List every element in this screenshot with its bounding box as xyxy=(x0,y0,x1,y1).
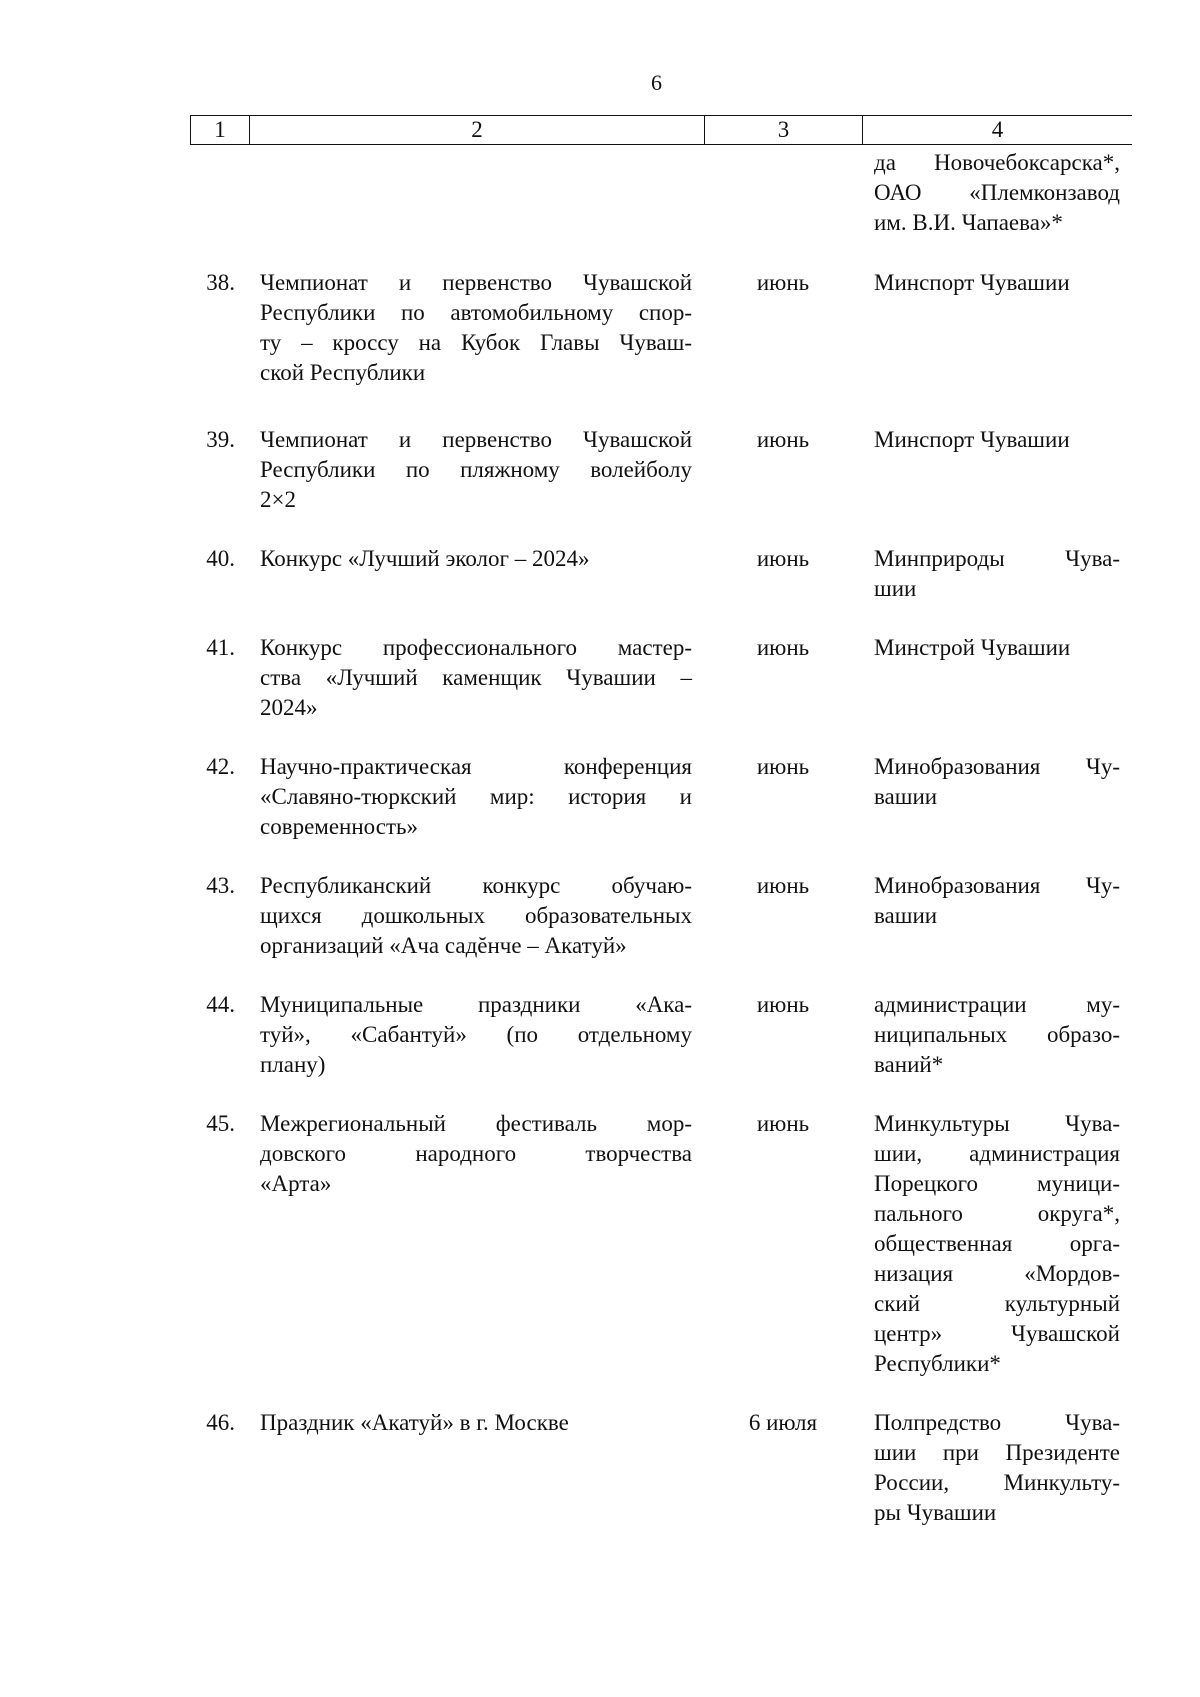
event-name-line: довского народного творчества xyxy=(260,1141,692,1166)
organizer-line: ниципальных образо- xyxy=(874,1022,1120,1047)
organizer-line: Порецкого муници- xyxy=(874,1171,1120,1196)
event-name-line: 2024» xyxy=(260,695,318,720)
organizer-line: низация «Мордов- xyxy=(874,1261,1120,1286)
event-name-cell xyxy=(260,425,692,515)
organizer-line: Минспорт Чувашии xyxy=(874,427,1070,452)
organizer-line: Минобразования Чу- xyxy=(874,873,1120,898)
date-cell: июнь xyxy=(756,754,810,779)
event-name-line: Межрегиональный фестиваль мор- xyxy=(260,1111,692,1136)
event-name-line: Научно-практическая конференция xyxy=(260,754,692,779)
organizer-line: центр» Чувашской xyxy=(874,1321,1120,1346)
organizer-line: шии при Президенте xyxy=(874,1440,1120,1465)
organizer-line: Республики* xyxy=(874,1351,1001,1376)
row-number: 45. xyxy=(206,1111,235,1136)
event-name-cell xyxy=(260,1408,692,1438)
event-name-line: Республики по пляжному волейболу xyxy=(260,457,692,482)
event-name-line: Муниципальные праздники «Ака- xyxy=(260,992,692,1017)
organizer-line: администрации му- xyxy=(874,992,1120,1017)
event-name-line: «Славяно-тюркский мир: история и xyxy=(260,784,692,809)
column-header-2: 2 xyxy=(249,116,704,144)
event-name-line: Чемпионат и первенство Чувашской xyxy=(260,427,692,452)
date-cell: июнь xyxy=(756,427,810,452)
organizer-line: Минобразования Чу- xyxy=(874,754,1120,779)
event-name-cell xyxy=(260,990,692,1080)
date-cell: июнь xyxy=(756,270,810,295)
organizer-line: вашии xyxy=(874,903,938,928)
event-name-cell xyxy=(260,871,692,961)
organizer-cell xyxy=(874,990,1120,1080)
organizer-line: ваний* xyxy=(874,1052,944,1077)
event-name-line: «Арта» xyxy=(260,1171,332,1196)
organizer-line: России, Минкульту- xyxy=(874,1470,1120,1495)
event-name-line: щихся дошкольных образовательных xyxy=(260,903,692,928)
date-cell: 6 июля xyxy=(748,1410,818,1435)
row-number: 46. xyxy=(206,1410,235,1435)
date-cell: июнь xyxy=(756,992,810,1017)
organizer-line: ский культурный xyxy=(874,1291,1120,1316)
event-name-cell xyxy=(260,752,692,842)
organizer-cell xyxy=(874,268,1120,298)
row-number: 42. xyxy=(206,754,235,779)
event-name-cell xyxy=(260,268,692,388)
event-name-line: Чемпионат и первенство Чувашской xyxy=(260,270,692,295)
organizer-cell xyxy=(874,871,1120,931)
organizer-line: да Новочебоксарска*, xyxy=(874,150,1120,175)
organizer-line: шии xyxy=(874,576,917,601)
organizer-line: Минприроды Чува- xyxy=(874,546,1120,571)
organizer-line: ры Чувашии xyxy=(874,1500,997,1525)
event-name-line: Конкурс профессионального мастер- xyxy=(260,635,692,660)
organizer-line: Полпредство Чува- xyxy=(874,1410,1120,1435)
event-name-line: 2×2 xyxy=(260,487,296,512)
organizer-cell xyxy=(874,148,1120,238)
row-number: 38. xyxy=(206,270,235,295)
organizer-line: ОАО «Племконзавод xyxy=(874,180,1120,205)
event-name-line: плану) xyxy=(260,1052,326,1077)
row-number: 43. xyxy=(206,873,235,898)
event-name-cell xyxy=(260,544,692,574)
event-name-line: Конкурс «Лучший эколог – 2024» xyxy=(260,546,590,571)
event-name-line: Республики по автомобильному спор- xyxy=(260,300,692,325)
event-name-line: организаций «Ача садĕнче – Акатуй» xyxy=(260,933,627,958)
date-cell: июнь xyxy=(756,635,810,660)
row-number: 40. xyxy=(206,546,235,571)
organizer-cell xyxy=(874,1408,1120,1528)
date-cell: июнь xyxy=(756,1111,810,1136)
row-number: 44. xyxy=(206,992,235,1017)
table-header xyxy=(190,115,1132,145)
event-name-line: ства «Лучший каменщик Чувашии – xyxy=(260,665,692,690)
column-header-1: 1 xyxy=(190,116,249,144)
column-header-3: 3 xyxy=(704,116,862,144)
organizer-cell xyxy=(874,425,1120,455)
column-header-4: 4 xyxy=(862,116,1132,144)
event-name-line: ту – кроссу на Кубок Главы Чуваш- xyxy=(260,330,692,355)
organizer-cell xyxy=(874,752,1120,812)
organizer-line: шии, администрация xyxy=(874,1141,1120,1166)
organizer-line: Минспорт Чувашии xyxy=(874,270,1070,295)
event-name-line: современность» xyxy=(260,814,418,839)
event-name-cell xyxy=(260,1109,692,1199)
organizer-cell xyxy=(874,544,1120,604)
organizer-line: им. В.И. Чапаева»* xyxy=(874,210,1063,235)
organizer-cell xyxy=(874,1109,1120,1379)
event-name-line: туй», «Сабантуй» (по отдельному xyxy=(260,1022,692,1047)
event-name-cell xyxy=(260,633,692,723)
event-name-line: ской Республики xyxy=(260,360,426,385)
organizer-line: вашии xyxy=(874,784,938,809)
event-name-line: Праздник «Акатуй» в г. Москве xyxy=(260,1410,569,1435)
event-name-line: Республиканский конкурс обучаю- xyxy=(260,873,692,898)
organizer-line: Минкультуры Чува- xyxy=(874,1111,1120,1136)
organizer-cell xyxy=(874,633,1120,663)
organizer-line: общественная орга- xyxy=(874,1231,1120,1256)
organizer-line: Минстрой Чувашии xyxy=(874,635,1071,660)
row-number: 39. xyxy=(206,427,235,452)
page-number: 6 xyxy=(651,70,662,95)
row-number: 41. xyxy=(206,635,235,660)
organizer-line: пального округа*, xyxy=(874,1201,1120,1226)
date-cell: июнь xyxy=(756,873,810,898)
date-cell: июнь xyxy=(756,546,810,571)
